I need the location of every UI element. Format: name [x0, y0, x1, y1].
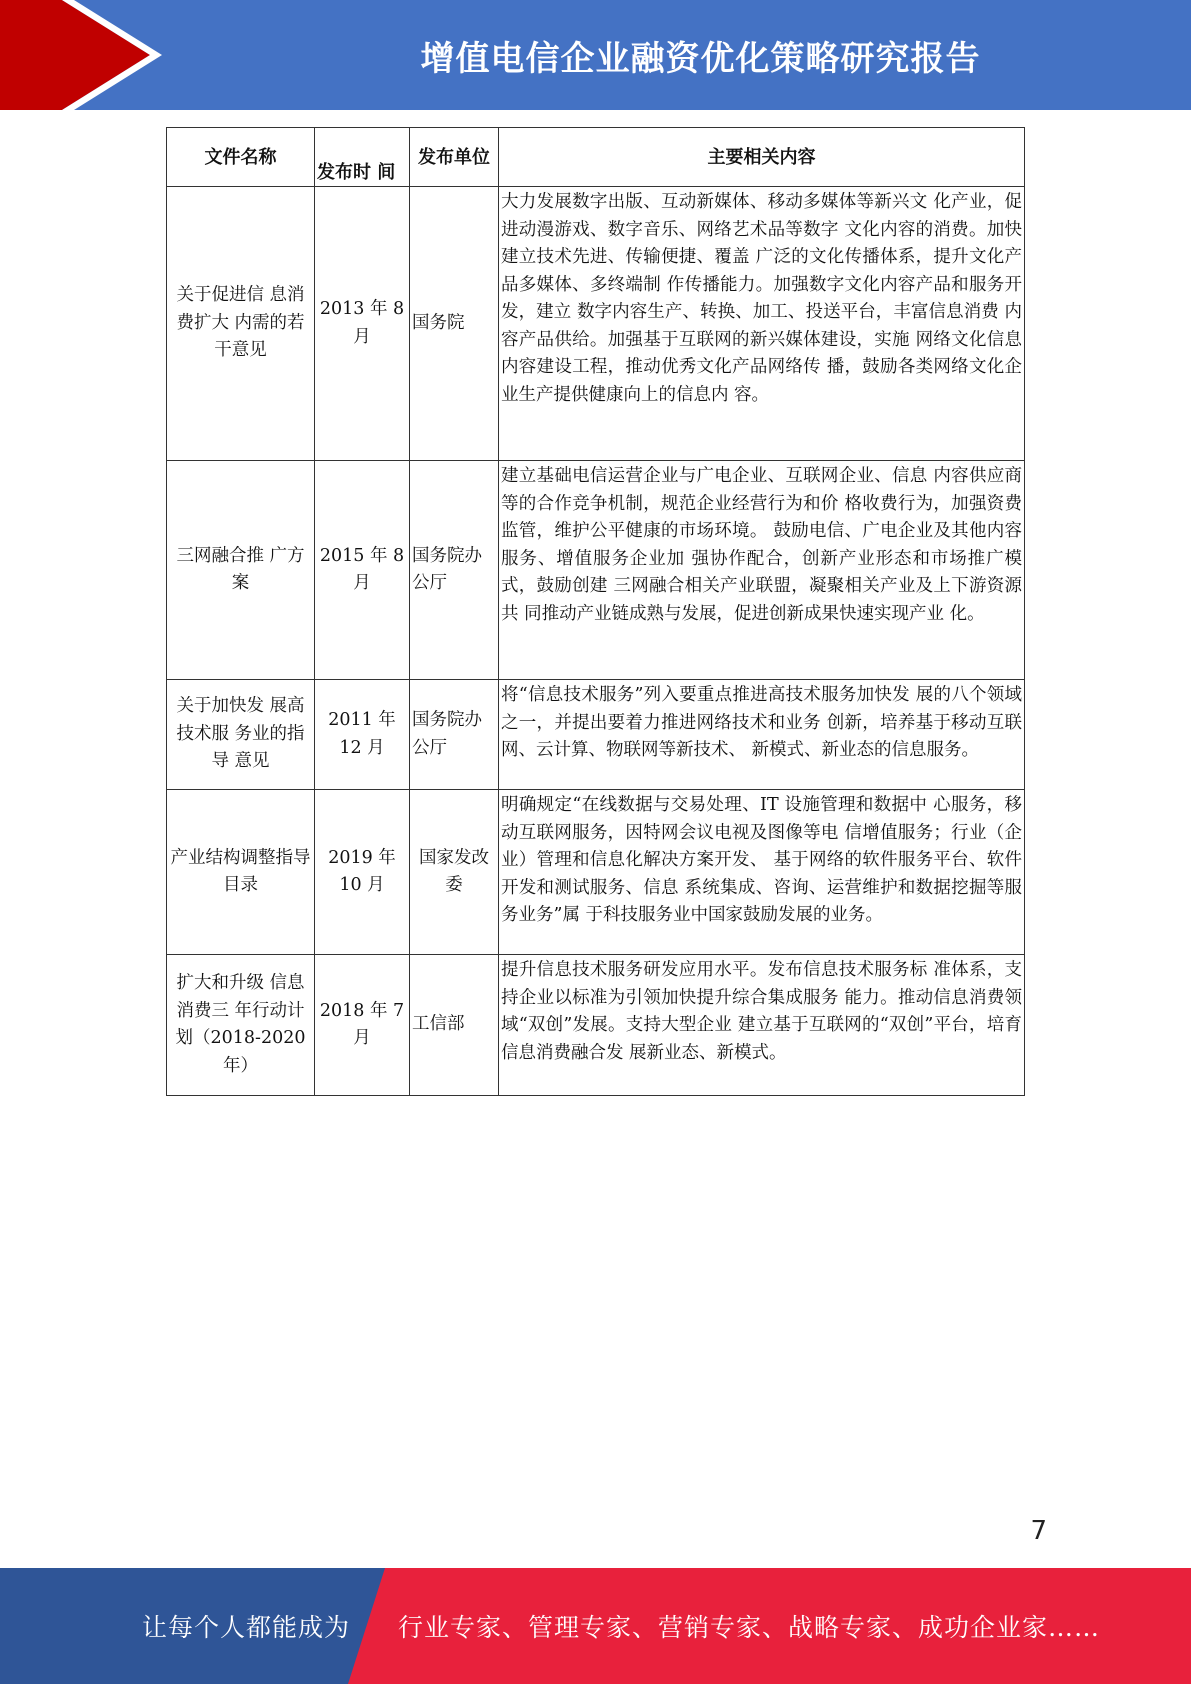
table-row [167, 187, 1025, 461]
cell-publish-date: 2019 年 10 月 [315, 790, 410, 955]
cell-main-content: 明确规定“在线数据与交易处理、IT 设施管理和数据中 心服务，移动互联网服务，因特网会议电视及图像等电 信增值服务；行业（企业）管理和信息化解决方案开发、 基于网络的软件服务平台、软件开发和测试服务、信息 系统集成、咨询、运营维护和数据挖掘等服务业务”属 于科技服务业中国家鼓励发展的业务。 [499, 790, 1025, 955]
footer-slogan-left: 让每个人都能成为 [142, 1613, 351, 1642]
header-main-content: 主要相关内容 [499, 128, 1025, 187]
page-footer [0, 1568, 1191, 1684]
header-publisher: 发布单位 [410, 128, 499, 187]
cell-main-content: 建立基础电信运营企业与广电企业、互联网企业、信息 内容供应商等的合作竞争机制，规范企业经营行为和价 格收费行为，加强资费监管，维护公平健康的市场环境。 鼓励电信、广电企业及其他内容服务、增值服务企业加 强协作配合，创新产业形态和市场推广模式，鼓励创建 三网融合相关产业联盟，凝聚相关产业及上下游资源共 同推动产业链成熟与发展，促进创新成果快速实现产业 化。 [499, 461, 1025, 680]
table-row [167, 461, 1025, 680]
cell-publisher: 国务院办公厅 [410, 461, 499, 680]
footer-slogan-right: 行业专家、管理专家、营销专家、战略专家、成功企业家…… [398, 1613, 1101, 1642]
header-publish-date: 发布时 间 [315, 128, 410, 187]
cell-publisher: 工信部 [410, 955, 499, 1096]
table-row [167, 790, 1025, 955]
page-header [0, 0, 1191, 110]
header-file-name: 文件名称 [167, 128, 315, 187]
cell-main-content: 提升信息技术服务研发应用水平。发布信息技术服务标 准体系，支持企业以标准为引领加快提升综合集成服务 能力。推动信息消费领域“双创”发展。支持大型企业 建立基于互联网的“双创”平台，培育信息消费融合发 展新业态、新模式。 [499, 955, 1025, 1096]
page-title: 增值电信企业融资优化策略研究报告 [420, 38, 981, 79]
cell-file-name: 扩大和升级 信息消费三 年行动计划（2018-2020 年） [167, 955, 315, 1096]
cell-file-name: 三网融合推 广方案 [167, 461, 315, 680]
page-number: 7 [1030, 1516, 1047, 1546]
header-red-chevron [0, 0, 150, 110]
cell-publish-date: 2015 年 8 月 [315, 461, 410, 680]
cell-publish-date: 2013 年 8 月 [315, 187, 410, 461]
cell-main-content: 大力发展数字出版、互动新媒体、移动多媒体等新兴文 化产业，促进动漫游戏、数字音乐、网络艺术品等数字 文化内容的消费。加快建立技术先进、传输便捷、覆盖 广泛的文化传播体系，提升文化产品多媒体、多终端制 作传播能力。加强数字文化内容产品和服务开发，建立 数字内容生产、转换、加工、投送平台，丰富信息消费 内容产品供给。加强基于互联网的新兴媒体建设，实施 网络文化信息内容建设工程，推动优秀文化产品网络传 播，鼓励各类网络文化企业生产提供健康向上的信息内 容。 [499, 187, 1025, 461]
table-row [167, 955, 1025, 1096]
cell-publisher: 国家发改委 [410, 790, 499, 955]
cell-main-content: 将“信息技术服务”列入要重点推进高技术服务加快发 展的八个领域之一，并提出要着力推进网络技术和业务 创新，培养基于移动互联网、云计算、物联网等新技术、 新模式、新业态的信息服务。 [499, 680, 1025, 790]
cell-file-name: 关于促进信 息消费扩大 内需的若干意见 [167, 187, 315, 461]
cell-file-name: 产业结构调整指导目录 [167, 790, 315, 955]
table-row [167, 680, 1025, 790]
cell-publisher: 国务院 [410, 187, 499, 461]
cell-file-name: 关于加快发 展高技术服 务业的指导 意见 [167, 680, 315, 790]
cell-publish-date: 2018 年 7 月 [315, 955, 410, 1096]
cell-publisher: 国务院办公厅 [410, 680, 499, 790]
cell-publish-date: 2011 年 12 月 [315, 680, 410, 790]
table-header-row [167, 128, 1025, 187]
policy-table [166, 127, 1025, 1096]
